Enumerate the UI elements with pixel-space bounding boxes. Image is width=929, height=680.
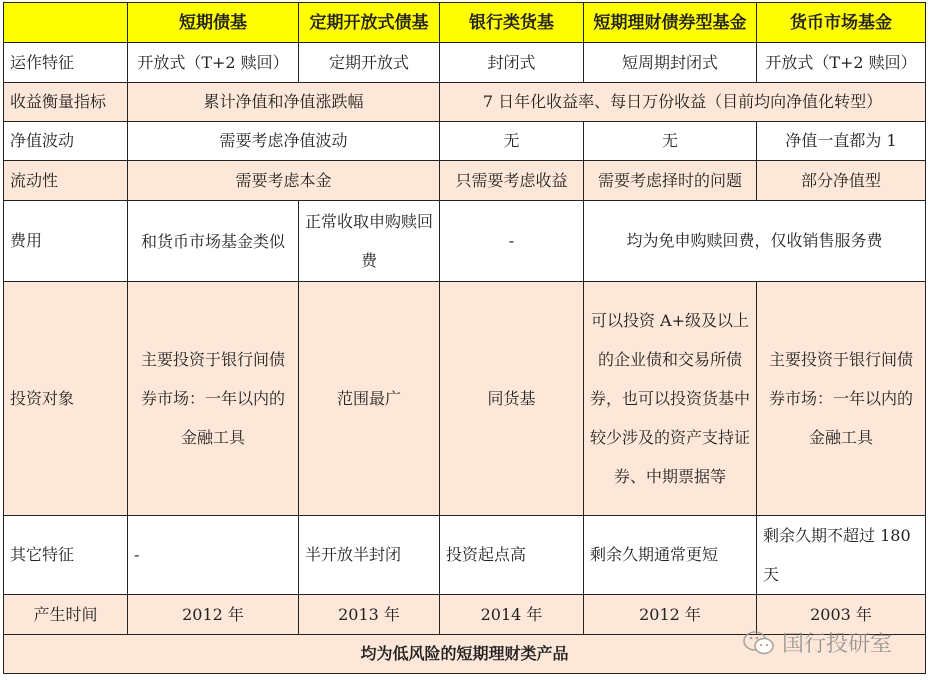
row-label: 流动性 — [4, 161, 128, 201]
table-row — [4, 43, 926, 83]
row-label: 投资对象 — [4, 282, 128, 516]
table-row — [4, 282, 926, 516]
cell: 主要投资于银行间债券市场：一年以内的金融工具 — [757, 282, 926, 516]
watermark — [742, 627, 892, 658]
row-label: 费用 — [4, 201, 128, 282]
table-row — [4, 516, 926, 595]
wechat-icon — [742, 630, 776, 656]
row-label: 其它特征 — [4, 516, 128, 595]
cell: 2014 年 — [440, 595, 584, 635]
table-row — [4, 83, 926, 122]
cell: - — [128, 516, 299, 595]
cell: 2003 年 — [757, 595, 926, 635]
cell: 部分净值型 — [757, 161, 926, 201]
cell: 需要考虑本金 — [128, 161, 440, 201]
footer-summary: 均为低风险的短期理财类产品 — [4, 635, 926, 674]
header-row — [4, 3, 926, 43]
cell: 范围最广 — [299, 282, 440, 516]
cell: 和货币市场基金类似 — [128, 201, 299, 282]
cell: 净值一直都为 1 — [757, 122, 926, 161]
cell: 定期开放式 — [299, 43, 440, 83]
cell: 剩余久期通常更短 — [584, 516, 757, 595]
cell: 剩余久期不超过 180 天 — [757, 516, 926, 595]
cell: 只需要考虑收益 — [440, 161, 584, 201]
cell: 需要考虑净值波动 — [128, 122, 440, 161]
cell: 累计净值和净值涨跌幅 — [128, 83, 440, 122]
header-money-market: 货币市场基金 — [757, 3, 926, 43]
cell: 半开放半封闭 — [299, 516, 440, 595]
cell: 均为免申购赎回费，仅收销售服务费 — [584, 201, 926, 282]
cell: 短周期封闭式 — [584, 43, 757, 83]
table-row — [4, 161, 926, 201]
cell: 无 — [584, 122, 757, 161]
header-periodic-open-bond: 定期开放式债基 — [299, 3, 440, 43]
row-label: 产生时间 — [4, 595, 128, 635]
cell: 正常收取申购赎回费 — [299, 201, 440, 282]
cell: 需要考虑择时的问题 — [584, 161, 757, 201]
cell: 7 日年化收益率、每日万份收益（目前均向净值化转型） — [440, 83, 926, 122]
row-label: 净值波动 — [4, 122, 128, 161]
fund-comparison-table — [3, 2, 926, 674]
cell: 2012 年 — [128, 595, 299, 635]
cell: 投资起点高 — [440, 516, 584, 595]
header-bank-money-fund: 银行类货基 — [440, 3, 584, 43]
header-short-wealth-bond: 短期理财债券型基金 — [584, 3, 757, 43]
header-blank — [4, 3, 128, 43]
row-label: 收益衡量指标 — [4, 83, 128, 122]
cell: - — [440, 201, 584, 282]
cell: 无 — [440, 122, 584, 161]
header-short-bond: 短期债基 — [128, 3, 299, 43]
row-label: 运作特征 — [4, 43, 128, 83]
cell: 同货基 — [440, 282, 584, 516]
table-row — [4, 201, 926, 282]
cell: 主要投资于银行间债券市场：一年以内的金融工具 — [128, 282, 299, 516]
cell: 可以投资 A+级及以上的企业债和交易所债券，也可以投资货基中较少涉及的资产支持证券、中期票据等 — [584, 282, 757, 516]
cell: 2013 年 — [299, 595, 440, 635]
cell: 开放式（T+2 赎回） — [757, 43, 926, 83]
cell: 开放式（T+2 赎回） — [128, 43, 299, 83]
cell: 2012 年 — [584, 595, 757, 635]
table-row — [4, 122, 926, 161]
watermark-text: 国行投研室 — [782, 632, 893, 657]
cell: 封闭式 — [440, 43, 584, 83]
